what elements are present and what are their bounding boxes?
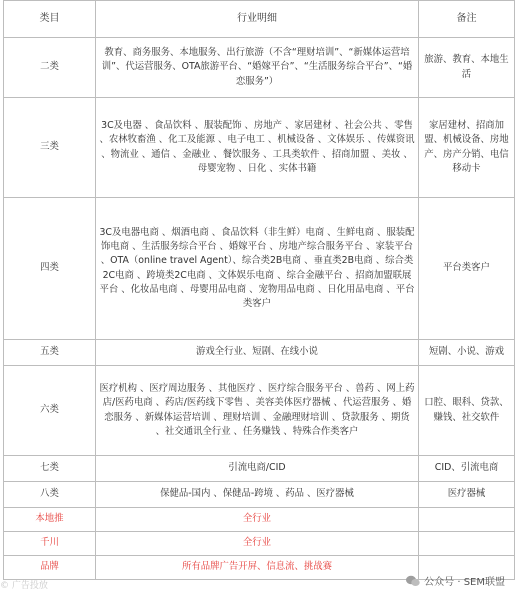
row-note: 医疗器械 <box>419 482 515 508</box>
table-row <box>4 198 515 340</box>
row-note: CID、引流电商 <box>419 456 515 482</box>
row-category: 品牌 <box>4 556 96 580</box>
row-detail: 3C及电器 、食品饮料 、服装配饰 、房地产 、家居建材 、社会公共 、零售 、农林牧畜渔 、化工及能源 、电子电工 、机械设备 、文体娱乐 、传媒资讯 、物流业 、通信 、金融业 、餐饮服务 、工具类软件 、招商加盟 、美妆 、母婴宠物 、日化 、实体书籍 <box>96 98 419 198</box>
table-row <box>4 366 515 456</box>
row-detail: 全行业 <box>96 532 419 556</box>
row-note <box>419 508 515 532</box>
row-detail: 医疗机构 、医疗周边服务 、其他医疗 、医疗综合服务平台 、兽药 、网上药店/医药电商 、药店/医药线下零售 、美容美体医疗器械 、代运营服务 、婚恋服务 、新媒体运营培训 、理财培训 、金融理财培训 、贷款服务 、期货 、社交通讯全行业 、任务赚钱 、特殊合作类客户 <box>96 366 419 456</box>
row-note: 家居建材、招商加盟、机械设备、房地产、房产分销、电信移动卡 <box>419 98 515 198</box>
row-category: 五类 <box>4 340 96 366</box>
row-category: 千川 <box>4 532 96 556</box>
watermark: © 广告投放 <box>0 581 48 591</box>
row-category: 八类 <box>4 482 96 508</box>
source-credit <box>406 573 505 588</box>
row-category: 六类 <box>4 366 96 456</box>
row-note: 平台类客户 <box>419 198 515 340</box>
row-note <box>419 532 515 556</box>
table-row <box>4 340 515 366</box>
row-category: 四类 <box>4 198 96 340</box>
row-category: 本地推 <box>4 508 96 532</box>
row-detail: 全行业 <box>96 508 419 532</box>
header-note: 备注 <box>419 1 515 38</box>
table-row <box>4 98 515 198</box>
table-row <box>4 532 515 556</box>
row-detail: 所有品牌广告开屏、信息流、挑战赛 <box>96 556 419 580</box>
industry-table <box>3 0 515 580</box>
header-detail: 行业明细 <box>96 1 419 38</box>
row-note: 旅游、教育、本地生活 <box>419 38 515 98</box>
row-category: 三类 <box>4 98 96 198</box>
wechat-icon <box>406 575 420 587</box>
row-note: 口腔、眼科、贷款、赚钱、社交软件 <box>419 366 515 456</box>
credit-text: 公众号 · SEM联盟 <box>424 577 505 588</box>
table-row <box>4 482 515 508</box>
table-header-row <box>4 1 515 38</box>
row-detail: 教育、商务服务、本地服务、出行旅游（不含“理财培训”、“新媒体运营培训”、代运营服务、OTA旅游平台、“婚嫁平台”、“生活服务综合平台”、“婚恋服务”） <box>96 38 419 98</box>
row-detail: 保健品-国内 、保健品-跨境 、药品 、医疗器械 <box>96 482 419 508</box>
header-category: 类目 <box>4 1 96 38</box>
table-row <box>4 508 515 532</box>
table-row <box>4 456 515 482</box>
row-note: 短剧、小说、游戏 <box>419 340 515 366</box>
row-detail: 引流电商/CID <box>96 456 419 482</box>
row-category: 二类 <box>4 38 96 98</box>
row-detail: 游戏全行业、短剧、在线小说 <box>96 340 419 366</box>
row-detail: 3C及电器电商 、烟酒电商 、食品饮料（非生鲜）电商 、生鲜电商 、服装配饰电商 、生活服务综合平台 、婚嫁平台 、房地产综合服务平台 、家装平台 、OTA（online travel Agent）、综合类2B电商 、垂直类2B电商 、综合类2C电商 、跨境类2C电商 、文体娱乐电商 、综合金融平台 、招商加盟联展平台 、化妆品电商 、母婴用品电商 、宠物用品电商 、日化用品电商 、平台类客户 <box>96 198 419 340</box>
table-row <box>4 38 515 98</box>
row-category: 七类 <box>4 456 96 482</box>
